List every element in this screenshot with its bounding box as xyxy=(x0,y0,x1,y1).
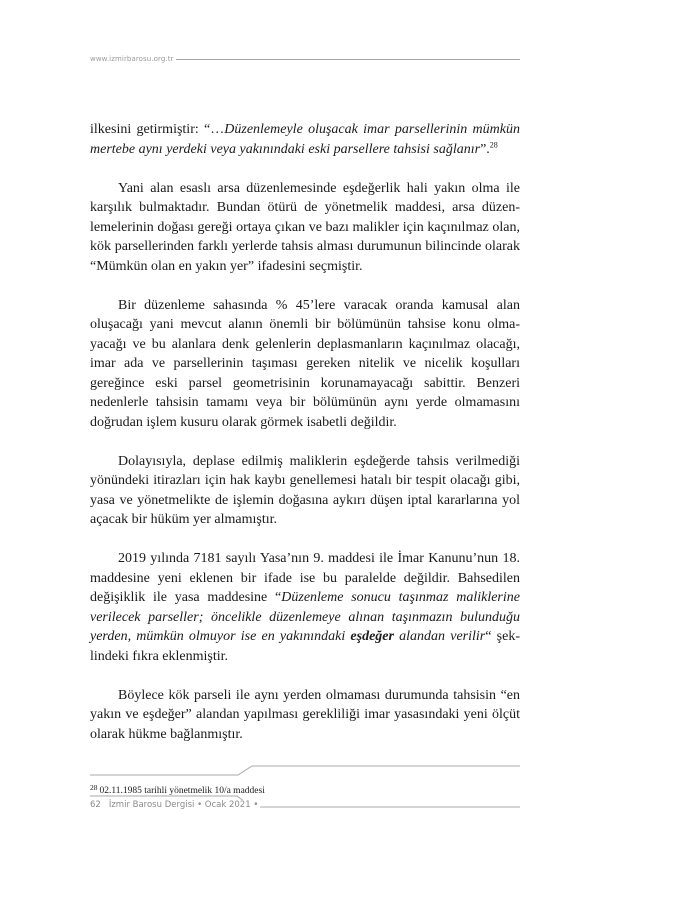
header-url[interactable]: www.izmirbarosu.org.tr xyxy=(90,55,174,63)
paragraph-6 xyxy=(90,686,520,745)
text-segment: “ şeklindeki fıkra eklenmiştir. xyxy=(90,629,520,664)
text-segment: alandan verilir xyxy=(393,629,486,644)
text-segment: Böylece kök parseli ile aynı yerden olmaması durumunda tahsisin “en yakın ve eşdeğer” alandan yapılması gerekliliği imar yasasındaki yeni ölçüt olarak hükme bağlanmıştır. xyxy=(90,687,520,742)
journal-name: İzmir Barosu Dergisi • Ocak 2021 • xyxy=(108,800,259,810)
footnote-number: 28 xyxy=(90,783,98,792)
text-segment: 2019 yılında 7181 sayılı Yasa’nın 9. maddesi ile İmar Kanunu’nun 18. maddesine yeni eklenen bir ifade ise bu paralelde değildir. Bahsedilen değişiklik ile yasa maddesine “ xyxy=(90,551,520,605)
text-segment: Bir düzenleme sahasında % 45’lere varacak oranda kamusal alan oluşacağı yani mevcut alanın önemli bir bölümünün tahsise konu olmayacağı ve bu alanlara denk gelenlerin deplasmanların kaçınılmaz olacağı, imar ada ve parsellerinin taşıması gereken nitelik ve nicelik koşulları gereğince eski parsel geometrisinin korunamayacağı sabittir. Benzeri nedenlerle tahsisin tamamı veya bir bölümünün aynı yerde olmamasını doğrudan işlem kusuru olarak görmek isabetli değildir. xyxy=(90,297,520,430)
footnote-separator xyxy=(90,765,520,777)
paragraph-4 xyxy=(90,452,520,530)
text-segment: ilkesini getirmiştir: “… xyxy=(90,122,225,137)
text-segment: Düzenleme sonucu taşınmaz maliklerine verilecek parseller; öncelikle düzenlemeye alınan taşınmazın bulunduğu yerden, mümkün olmuyor ise en yakınındaki xyxy=(90,590,520,644)
text-segment: Dolayısıyla, deplase edilmiş maliklerin eşdeğerde tahsis verilmediği yönündeki itirazları için hak kaybı genellemesi hatalı bir tespit olacağı gibi, yasa ve yönetmelikte de işlemin doğasına aykırı düşen iptal kararlarına yol açacak bir hüküm yer almamıştır. xyxy=(90,453,520,527)
article-body xyxy=(90,120,520,764)
running-footer xyxy=(90,800,260,810)
text-segment: ”. xyxy=(480,141,490,157)
paragraph-2 xyxy=(90,179,520,277)
text-segment: eşdeğer xyxy=(350,629,394,644)
paragraph-5 xyxy=(90,549,520,666)
running-header xyxy=(90,52,520,66)
header-rule xyxy=(176,59,520,60)
text-segment: Yani alan esaslı arsa düzenlemesinde eşdeğerlik hali yakın olma ile karşılık bulmaktadır. Bundan ötürü de yönetmelik maddesi, arsa düzenlemelerinin doğası gereği ortaya çıkan ve bazı malikler için kaçınılmaz olan, kök parsellerinden farklı yerlerde tahsis alması durumunun bilincinde olarak “Mümkün olan en yakın yer” ifadesini seçmiştir. xyxy=(90,180,520,274)
footnote-text: 02.11.1985 tarihli yönetmelik 10/a maddesi xyxy=(99,786,265,796)
paragraph-1 xyxy=(90,120,520,159)
paragraph-3 xyxy=(90,296,520,433)
text-segment: Düzenlemeyle oluşacak imar parsellerinin mümkün mertebe aynı yerdeki veya yakınındaki eski parsellere tahsisi sağlanır xyxy=(90,122,520,157)
page-number: 62 xyxy=(90,800,101,810)
footnote-reference[interactable]: 28 xyxy=(489,139,498,149)
